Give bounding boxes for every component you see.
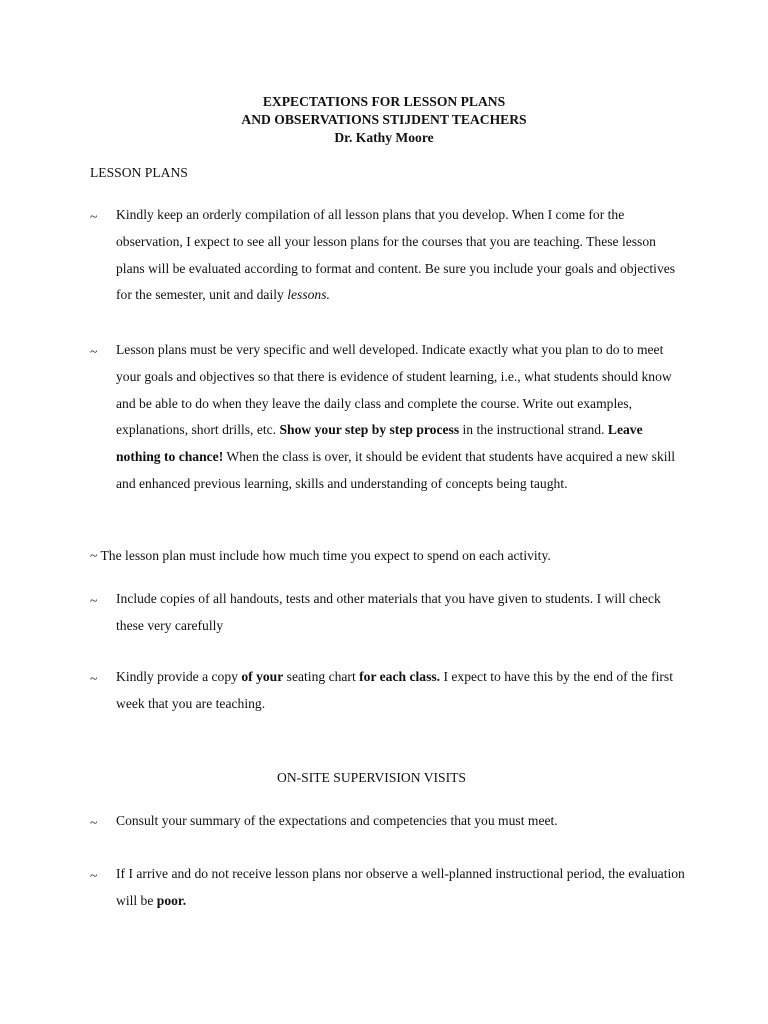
bullet-marker: ~: [90, 209, 98, 224]
section-heading-lesson-plans: LESSON PLANS: [90, 165, 188, 180]
lesson-plans-item-3: ~ The lesson plan must include how much time you expect to spend on each activity.: [90, 548, 551, 563]
document-title-line-1: EXPECTATIONS FOR LESSON PLANS: [262, 94, 506, 109]
lesson-plans-item-1: [116, 202, 686, 309]
item-text: Lesson plans must be very specific and well developed. Indicate exactly what you plan to do to meet your goals and objectives so that there is evidence of student learning, i.e., what students should know and be able to do when they leave the daily class and complete the course. Write out examples, explanations, short drills, etc.: [116, 342, 672, 438]
item-text: If I arrive and do not receive lesson plans nor observe a well-planned instructional period, the evaluation will be: [116, 866, 685, 908]
item-text: I expect to have this by the end of the first week that you are teaching.: [116, 669, 673, 711]
lesson-plans-item-4: Include copies of all handouts, tests and other materials that you have given to students. I will check these very carefully: [116, 591, 661, 633]
document-title-line-2: AND OBSERVATIONS STIJDENT TEACHERS: [241, 112, 527, 127]
item-bold-text: poor.: [156, 892, 187, 908]
item-text: Kindly keep an orderly compilation of all lesson plans that you develop. When I come for the observation, I expect to see all your lesson plans for the courses that you are teaching. These lesson plans will be evaluated according to format and content. Be sure you include your goals and objectives for the semester, unit and daily: [116, 207, 676, 303]
item-text: in the instructional strand.: [459, 422, 608, 438]
section-heading-supervision-visits: ON-SITE SUPERVISION VISITS: [277, 770, 466, 785]
item-italic-text: lessons.: [287, 287, 330, 303]
bullet-marker: ~: [90, 868, 98, 883]
bullet-marker: ~: [90, 815, 98, 830]
supervision-item-2: [116, 861, 686, 915]
item-bold-text: of your: [241, 669, 284, 684]
bullet-marker: ~: [90, 593, 98, 608]
item-text: When the class is over, it should be evident that students have acquired a new skill and enhanced previous learning, skills and understanding of concepts being taught.: [116, 449, 676, 491]
document-author: Dr. Kathy Moore: [334, 130, 434, 145]
item-bold-text: Show your step by step process: [279, 422, 460, 438]
bullet-marker: ~: [90, 344, 98, 359]
item-text: Kindly provide a copy: [116, 669, 242, 684]
lesson-plans-item-2: [116, 337, 686, 498]
item-bold-text: for each class.: [359, 669, 441, 684]
lesson-plans-item-5: [116, 664, 686, 718]
supervision-item-1: Consult your summary of the expectations and competencies that you must meet.: [116, 813, 558, 828]
item-bold-text: Leave nothing to chance!: [116, 422, 643, 465]
bullet-marker: ~: [90, 671, 98, 686]
item-text: seating chart: [283, 669, 360, 684]
